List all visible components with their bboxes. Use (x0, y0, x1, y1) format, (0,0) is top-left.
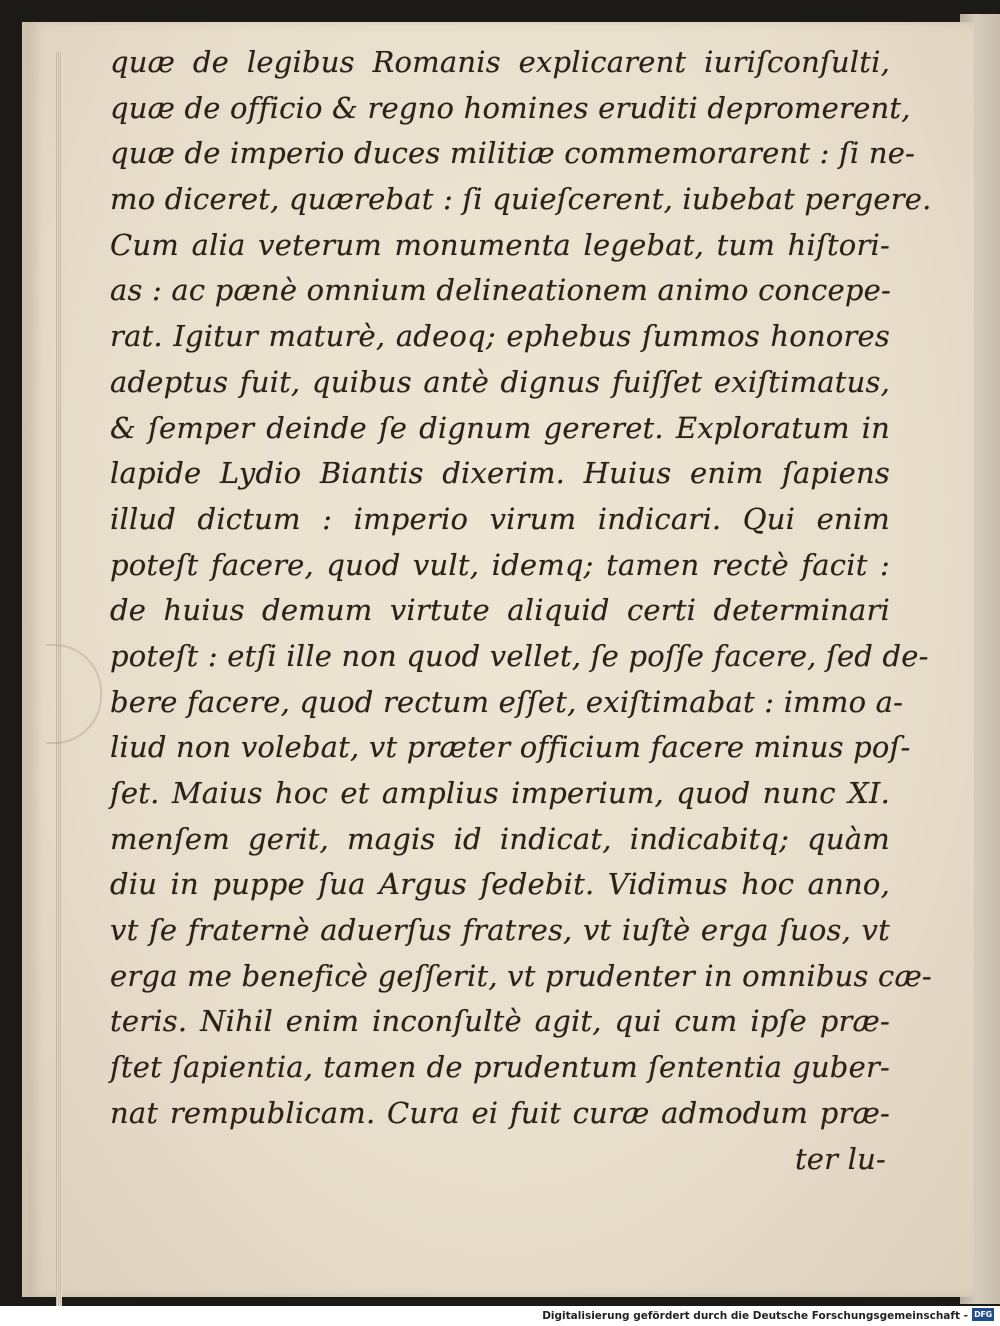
text-line: ſtet ſapientia, tamen de prudentum ſententia guber- (110, 1050, 890, 1085)
text-line: vt ſe fraternè aduerſus fratres, vt iuſtè erga ſuos, vt (110, 913, 890, 948)
dfg-logo-icon: DFG (972, 1308, 994, 1321)
text-line: & ſemper deinde ſe dignum gereret. Exploratum in (110, 410, 890, 445)
digitization-credit: Digitalisierung gefördert durch die Deutsche Forschungsgemeinschaft - (542, 1310, 968, 1322)
text-line: teris. Nihil enim inconſultè agit, qui cum ipſe præ- (110, 1004, 890, 1039)
catchword: ter lu- (794, 1141, 886, 1176)
text-line: nat rempublicam. Cura ei fuit curæ admodum præ- (110, 1095, 890, 1130)
text-line: poteſt : etſi ille non quod vellet, ſe poſſe facere, ſed de- (110, 638, 929, 673)
text-line: adeptus fuit, quibus antè dignus fuiſſet exiſtimatus, (110, 364, 890, 399)
text-line: erga me beneficè geſſerit, vt prudenter in omnibus cæ- (110, 958, 932, 993)
text-line: illud dictum : imperio virum indicari. Qui enim (110, 501, 890, 536)
text-line: menſem gerit, magis id indicat, indicabitq; quàm (110, 821, 890, 856)
text-line: quæ de officio & regno homines eruditi depromerent, (110, 90, 911, 125)
text-line: de huius demum virtute aliquid certi determinari (110, 593, 890, 628)
text-line: rat. Igitur maturè, adeoq; ephebus ſummos honores (110, 319, 890, 354)
clip-shadow-mark (46, 644, 102, 744)
text-line: poteſt facere, quod vult, idemq; tamen rectè facit : (110, 547, 890, 582)
text-line: diu in puppe ſua Argus ſedebit. Vidimus hoc anno, (110, 867, 890, 902)
text-line: as : ac pænè omnium delineationem animo concepe- (110, 273, 891, 308)
text-line: quæ de legibus Romanis explicarent iuriſconſulti, (110, 45, 890, 79)
page-text-block (110, 40, 932, 1182)
text-line: Cum alia veterum monumenta legebat, tum hiſtori- (110, 227, 890, 262)
text-line: bere facere, quod rectum eſſet, exiſtimabat : immo a- (110, 684, 904, 719)
text-line: liud non volebat, vt præter officium facere minus poſ- (110, 730, 911, 765)
text-line: mo diceret, quærebat : ſi quieſcerent, iubebat pergere. (110, 182, 932, 217)
text-line: lapide Lydio Biantis dixerim. Huius enim ſapiens (110, 456, 890, 491)
text-line: quæ de imperio duces militiæ commemorarent : ſi ne- (110, 136, 916, 171)
text-line: ſet. Maius hoc et amplius imperium, quod nunc XI. (110, 776, 890, 810)
